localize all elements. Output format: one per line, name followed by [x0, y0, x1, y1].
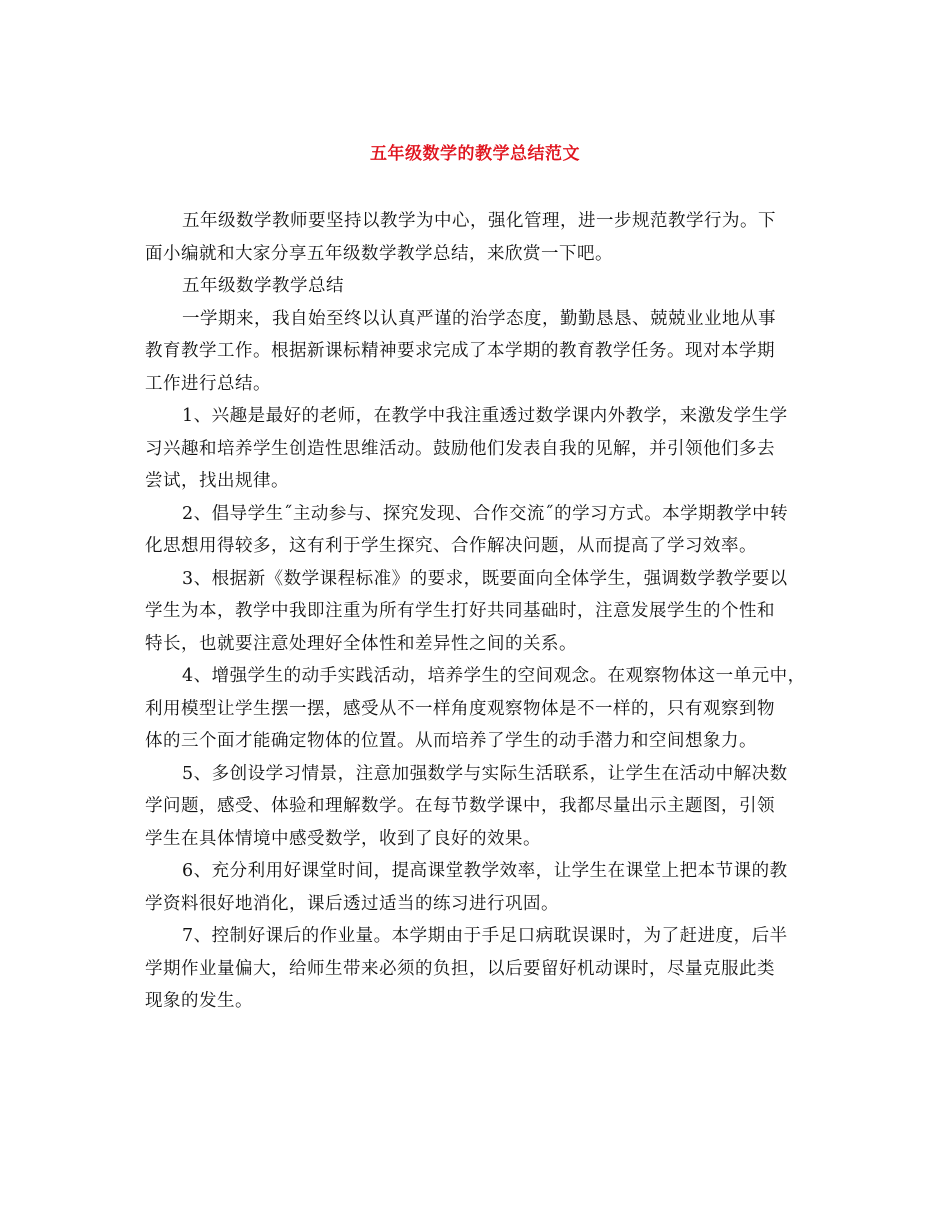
point-1-paragraph: [145, 400, 825, 498]
paragraph-line: 6、充分利用好课堂时间，提高课堂教学效率，让学生在课堂上把本节课的教: [182, 861, 788, 881]
point-4-paragraph: [145, 660, 825, 758]
paragraph-line: 7、控制好课后的作业量。本学期由于手足口病耽误课时，为了赶进度，后半: [182, 926, 788, 946]
paragraph-line: 五年级数学教师要坚持以教学为中心，强化管理，进一步规范教学行为。下: [182, 211, 776, 231]
paragraph-line: 教育教学工作。根据新课标精神要求完成了本学期的教育教学任务。现对本学期: [145, 341, 775, 361]
paragraph-line: 2、倡导学生˝主动参与、探究发现、合作交流˝的学习方式。本学期教学中转: [182, 503, 789, 524]
paragraph-line: 学问题，感受、体验和理解数学。在每节数学课中，我都尽量出示主题图，引领: [145, 796, 775, 816]
document-title: 五年级数学的教学总结范文: [370, 144, 580, 164]
paragraph-line: 面小编就和大家分享五年级数学教学总结，来欣赏一下吧。: [145, 243, 613, 264]
paragraph-line: 尝试，找出规律。: [145, 471, 289, 491]
paragraph-line: 体的三个面才能确定物体的位置。从而培养了学生的动手潜力和空间想象力。: [145, 731, 757, 751]
paragraph-line: 工作进行总结。: [145, 373, 271, 394]
point-3-paragraph: [145, 563, 825, 661]
paragraph-line: 学资料很好地消化，课后透过适当的练习进行巩固。: [145, 893, 559, 914]
paragraph-line: 习兴趣和培养学生创造性思维活动。鼓励他们发表自我的见解，并引领他们多去: [145, 438, 775, 459]
paragraph-line: 学生为本，教学中我即注重为所有学生打好共同基础时，注意发展学生的个性和: [145, 601, 775, 621]
point-2-paragraph: [145, 498, 825, 563]
intro-paragraph: [145, 205, 825, 270]
point-6-paragraph: [145, 855, 825, 920]
paragraph-line: 特长，也就要注意处理好全体性和差异性之间的关系。: [145, 633, 577, 654]
paragraph-line: 化思想用得较多，这有利于学生探究、合作解决问题，从而提高了学习效率。: [145, 536, 757, 556]
paragraph-line: 3、根据新《数学课程标准》的要求，既要面向全体学生，强调数学教学要以: [182, 568, 788, 589]
section-heading: [145, 270, 825, 303]
document-body: [145, 205, 825, 1018]
point-5-paragraph: [145, 758, 825, 856]
paragraph-line: 学期作业量偏大，给师生带来必须的负担，以后要留好机动课时，尽量克服此类: [145, 958, 775, 979]
paragraph-line: 学生在具体情境中感受数学，收到了良好的效果。: [145, 828, 541, 849]
paragraph-line: 现象的发生。: [145, 991, 253, 1011]
paragraph-line: 一学期来，我自始至终以认真严谨的治学态度，勤勤恳恳、兢兢业业地从事: [182, 308, 776, 329]
paragraph-line: 1、兴趣是最好的老师，在教学中我注重透过数学课内外教学，来激发学生学: [182, 406, 788, 426]
opening-paragraph: [145, 303, 825, 401]
paragraph-line: 4、增强学生的动手实践活动，培养学生的空间观念。在观察物体这一单元中，: [182, 666, 806, 686]
point-7-paragraph: [145, 920, 825, 1018]
paragraph-line: 5、多创设学习情景，注意加强数学与实际生活联系，让学生在活动中解决数: [182, 763, 788, 784]
paragraph-line: 五年级数学教学总结: [182, 276, 344, 296]
paragraph-line: 利用模型让学生摆一摆，感受从不一样角度观察物体是不一样的，只有观察到物: [145, 698, 775, 719]
